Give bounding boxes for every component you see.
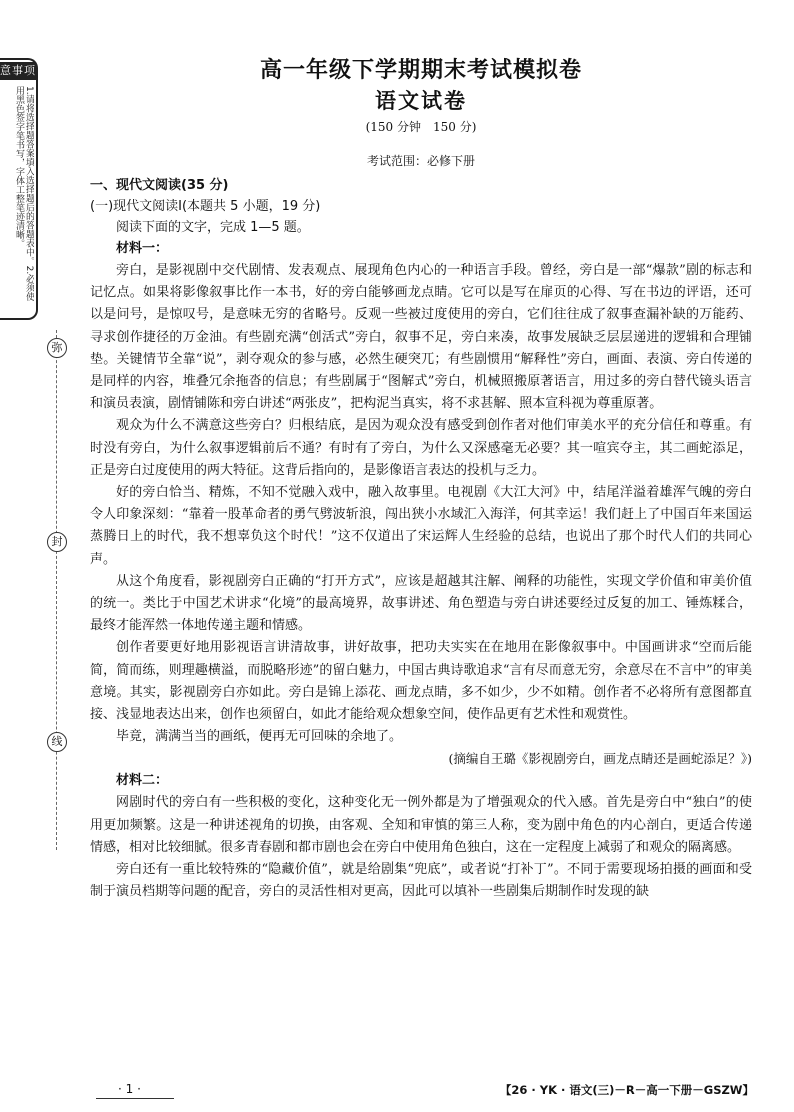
exam-page: [90, 55, 752, 903]
seal-mark-xian: 线: [47, 732, 67, 752]
seal-mark-mi: 弥: [47, 338, 67, 358]
exam-code: 【26 · YK · 语文(三)－R－高一下册－GSZW】: [499, 1083, 754, 1097]
material-1-paragraph: 旁白，是影视剧中交代剧情、发表观点、展现角色内心的一种语言手段。曾经，旁白是一部“爆款”剧的标志和记忆点。如果将影像叙事比作一本书，好的旁白能够画龙点睛。它可以是写在扉页的心得、写在书边的评语，还可以是问号，是惊叹号，是意味无穷的省略号。反观一些被过度使用的旁白，它们往往成了叙事查漏补缺的万能药、寻求创作捷径的万金油。有些剧充满“创活式”旁白，叙事不足，旁白来凑，故事发展缺乏层层递进的逻辑和合理铺垫。关键情节全靠“说”，剥夺观众的参与感，必然生硬突兀；有些剧惯用“解释性”旁白，画面、表演、旁白传递的是同样的内容，堆叠冗余拖沓的信息；有些剧属于“图解式”旁白，机械照搬原著语言，用过多的旁白替代镜头语言和演员表演，剧情铺陈和旁白讲述“两张皮”，把构泥当真实，将不求甚解、照本宣科视为尊重原著。: [90, 263, 752, 412]
material-1-paragraph: 好的旁白恰当、精炼，不知不觉融入戏中，融入故事里。电视剧《大江大河》中，结尾洋溢着雄浑气魄的旁白令人印象深刻：“靠着一股革命者的勇气劈波斩浪，闯出狭小水域汇入海洋，何其幸运！我们赶上了中国百年来国运蒸腾日上的时代，我不想辜负这个时代！”这不仅道出了宋运辉人生经验的总结，也说出了那个时代人们的共同心声。: [90, 485, 752, 567]
part-heading: (一)现代文阅读Ⅰ(本题共 5 小题，19 分): [90, 199, 321, 214]
exam-subtitle: 语文试卷: [375, 88, 467, 113]
exam-time: (150 分钟 150 分): [365, 120, 477, 134]
material-2-label: 材料二：: [116, 773, 169, 789]
section-heading: 一、现代文阅读(35 分): [90, 178, 229, 193]
instruction: 阅读下面的文字，完成 1—5 题。: [116, 220, 310, 235]
material-1-paragraph: 观众为什么不满意这些旁白？归根结底，是因为观众没有感受到创作者对他们审美水平的充分信任和尊重。有时没有旁白，为什么叙事逻辑前后不通？有时有了旁白，为什么又深感毫无必要？其一喧宾夺主，其二画蛇添足，正是旁白过度使用的两大特征。这背后指向的，是影像语言表达的投机与乏力。: [90, 418, 752, 478]
seal-mark-feng: 封: [47, 532, 67, 552]
material-1-paragraph: 创作者要更好地用影视语言讲清故事，讲好故事，把功夫实实在在地用在影像叙事中。中国画讲求“空而后能简，简而练，则理趣横溢，而脱略形迹”的留白魅力，中国古典诗歌追求“言有尽而意无穷，余意尽在不言中”的审美意境。其实，影视剧旁白亦如此。旁白是锦上添花、画龙点睛，多不如少，少不如精。创作者不必将所有意图都直接、浅显地表达出来，创作也须留白，如此才能给观众想象空间，使作品更有艺术性和观赏性。: [90, 640, 752, 723]
notice-title: 意事项: [0, 62, 36, 80]
material-2-paragraph: 旁白还有一重比较特殊的“隐藏价值”，就是给剧集“兜底”，或者说“打补丁”。不同于需要现场拍摄的画面和受制于演员档期等问题的配音，旁白的灵活性相对更高，因此可以填补一些剧集后期制作时发现的缺: [90, 862, 752, 900]
exam-scope: 考试范围：必修下册: [366, 154, 475, 168]
material-2-paragraph: 网剧时代的旁白有一些积极的变化，这种变化无一例外都是为了增强观众的代入感。首先是旁白中“独白”的使用更加频繁。这是一种讲述视角的切换，由客观、全知和审慎的第三人称，变为剧中角色的内心剖白，更适合传递情感，相对比较细腻。很多青春剧和都市剧也会在旁白中使用角色独白，这在一定程度上减弱了和观众的隔离感。: [90, 795, 752, 855]
exam-title: 高一年级下学期期末考试模拟卷: [259, 57, 582, 83]
material-1-source: (摘编自王璐《影视剧旁白，画龙点睛还是画蛇添足？》): [448, 751, 752, 767]
page-number: · 1 ·: [118, 1082, 141, 1096]
material-1-label: 材料一：: [116, 241, 169, 256]
material-1-paragraph: 从这个角度看，影视剧旁白正确的“打开方式”，应该是超越其注解、阐释的功能性，实现文学价值和审美价值的统一。类比于中国艺术讲求“化境”的最高境界，故事讲述、角色塑造与旁白讲述要经过反复的加工、锤炼糅合，最终才能浑然一体地传递主题和情感。: [90, 573, 752, 634]
material-1-paragraph: 毕竟，满满当当的画纸，便再无可回味的余地了。: [116, 729, 403, 745]
seal-line: [56, 330, 57, 850]
notice-text: 1.请将选择题答案填入选择题后的答题表中。2.必须使用黑色签字笔书写，字体工整笔迹清晰。: [14, 86, 34, 302]
page-number-underline: [96, 1098, 174, 1099]
